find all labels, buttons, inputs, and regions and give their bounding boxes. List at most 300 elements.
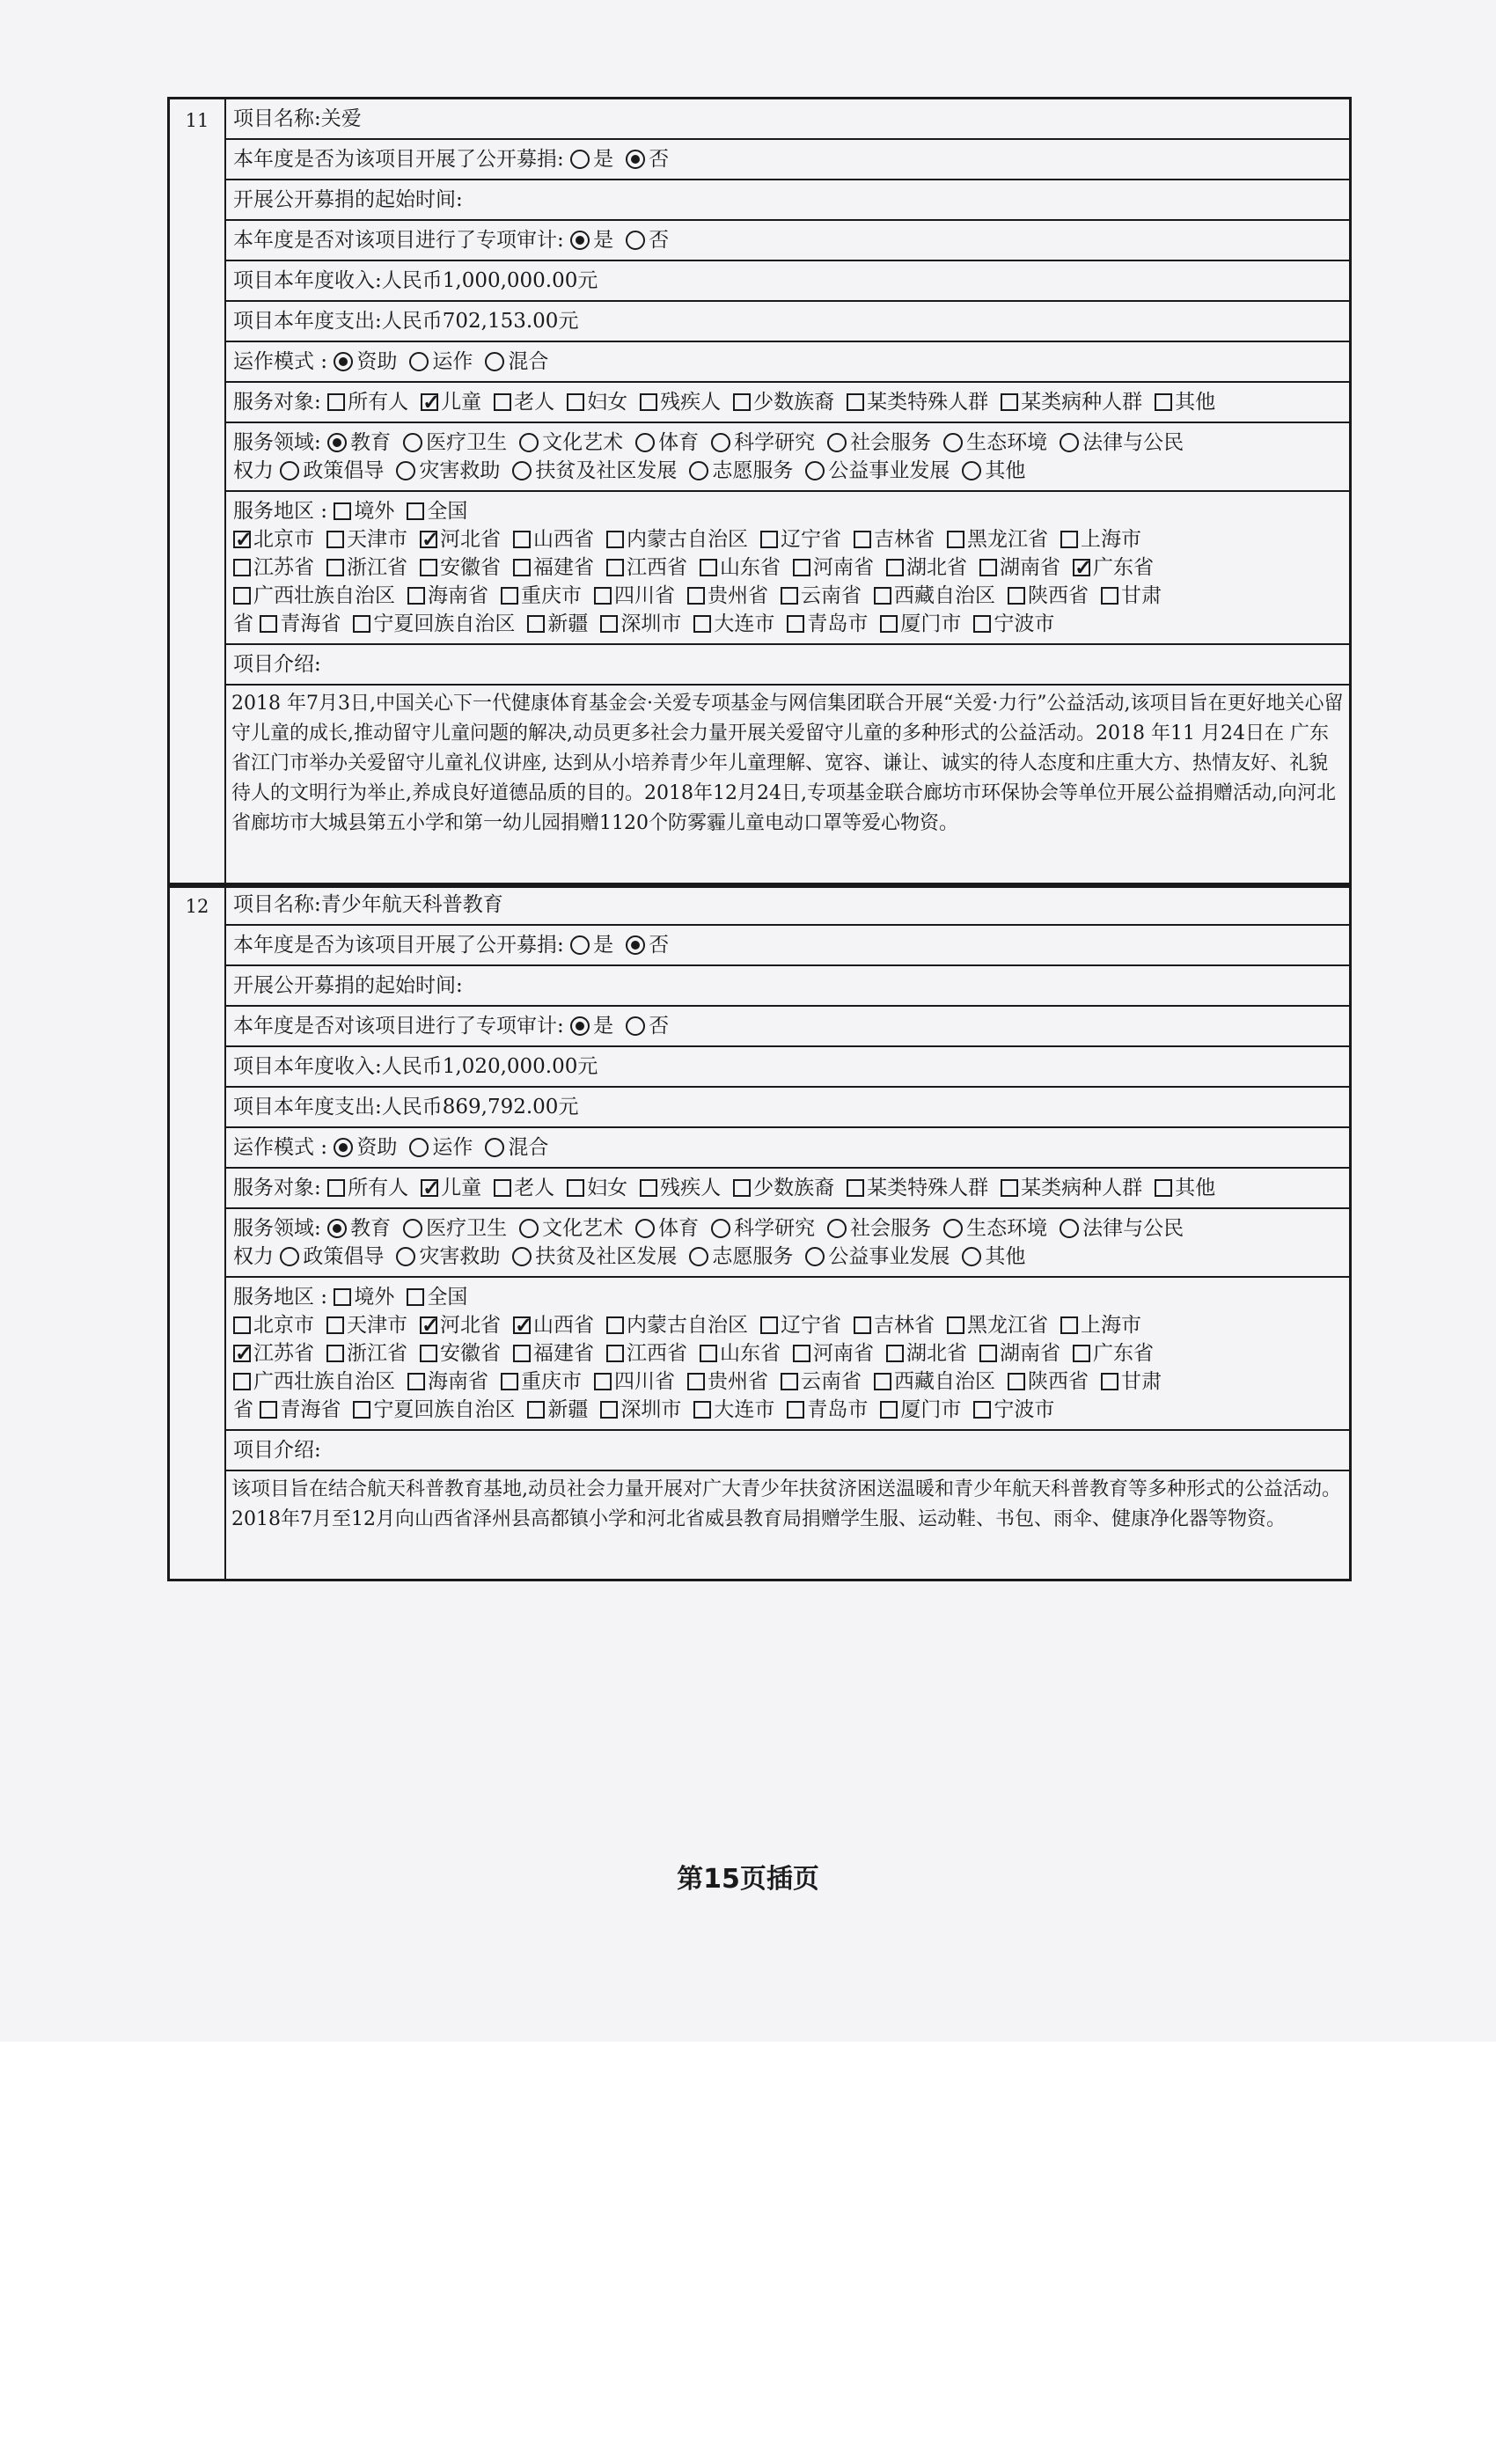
radio-option[interactable] [512,457,677,485]
checkbox-option[interactable] [527,610,588,638]
checkbox-icon[interactable] [606,1316,624,1334]
checkbox-option[interactable] [1008,1368,1089,1396]
option-label: 西藏自治区 [894,584,995,607]
checkbox-option[interactable] [326,1339,407,1368]
checkbox-icon[interactable] [947,531,964,548]
option-label: 文化艺术 [542,431,624,454]
radio-option[interactable] [519,429,623,457]
checkbox-option[interactable] [233,1339,314,1368]
checkbox-option[interactable] [687,582,768,610]
checkbox-icon[interactable] [421,1179,438,1197]
checkbox-icon[interactable] [326,531,344,548]
checkbox-icon[interactable] [326,1316,344,1334]
radio-option[interactable] [805,457,950,485]
checkbox-icon[interactable] [979,1345,997,1362]
checkbox-option[interactable] [847,1174,988,1202]
radio-option[interactable] [403,1214,507,1243]
radio-icon[interactable] [519,1219,539,1238]
radio-option[interactable] [485,1133,548,1162]
radio-option[interactable] [962,1243,1025,1271]
radio-option[interactable] [689,1243,793,1271]
radio-icon[interactable] [1060,433,1079,452]
radio-option[interactable] [327,1214,391,1243]
checkbox-icon[interactable] [781,587,798,605]
checkbox-icon[interactable] [567,1179,584,1197]
checkbox-option[interactable] [687,1368,768,1396]
checkbox-option[interactable] [407,1368,488,1396]
checkbox-icon[interactable] [847,1179,864,1197]
option-label: 扶贫及社区发展 [535,459,678,482]
checkbox-icon[interactable] [501,587,518,605]
checkbox-option[interactable] [1008,582,1089,610]
radio-option[interactable] [711,1214,815,1243]
expense-row [226,302,1349,342]
radio-icon[interactable] [689,1247,708,1266]
radio-icon[interactable] [519,433,539,452]
checkbox-option[interactable] [886,554,967,582]
checkbox-icon[interactable] [700,559,717,576]
checkbox-option[interactable] [567,1174,627,1202]
checkbox-icon[interactable] [1073,559,1090,576]
checkbox-option[interactable] [421,388,481,416]
radio-option-yes[interactable] [570,931,613,959]
checkbox-icon[interactable] [793,559,810,576]
radio-option[interactable] [334,1133,397,1162]
checkbox-option[interactable] [513,1311,594,1339]
option-label: 安徽省 [440,1342,501,1365]
checkbox-icon[interactable] [420,559,437,576]
checkbox-option[interactable] [979,554,1060,582]
checkbox-icon[interactable] [1001,1179,1018,1197]
radio-option[interactable] [1060,1214,1184,1243]
checkbox-option[interactable] [760,1311,841,1339]
checkbox-icon[interactable] [334,502,351,520]
option-label: 湖南省 [1000,556,1060,579]
checkbox-icon[interactable] [420,1345,437,1362]
checkbox-option[interactable] [353,610,515,638]
radio-icon[interactable] [962,1247,981,1266]
radio-icon[interactable] [626,231,645,250]
checkbox-icon[interactable] [947,1316,964,1334]
checkbox-icon[interactable] [600,1401,618,1419]
checkbox-icon[interactable] [1001,393,1018,411]
checkbox-icon[interactable] [260,615,277,633]
radio-icon[interactable] [327,433,347,452]
checkbox-option[interactable] [947,1311,1048,1339]
checkbox-icon[interactable] [420,531,437,548]
radio-option[interactable] [334,348,397,376]
radio-icon[interactable] [626,150,645,169]
checkbox-option[interactable] [700,554,781,582]
radio-option[interactable] [485,348,548,376]
radio-option[interactable] [409,348,473,376]
checkbox-option[interactable] [874,1368,995,1396]
radio-icon[interactable] [570,935,590,955]
option-label: 志愿服务 [712,459,794,482]
checkbox-option[interactable] [501,582,582,610]
start-time-label: 开展公开募捐的起始时间: [233,188,463,211]
radio-option[interactable] [396,1243,500,1271]
checkbox-option[interactable] [606,1339,687,1368]
checkbox-option[interactable] [326,554,407,582]
checkbox-option[interactable] [420,525,501,554]
option-label: 重庆市 [521,584,582,607]
checkbox-option[interactable] [421,1174,481,1202]
radio-icon[interactable] [280,1247,299,1266]
checkbox-icon[interactable] [494,1179,511,1197]
checkbox-icon[interactable] [600,615,618,633]
checkbox-option[interactable] [420,1339,501,1368]
checkbox-icon[interactable] [1008,1373,1025,1390]
checkbox-icon[interactable] [260,1401,277,1419]
checkbox-icon[interactable] [979,559,997,576]
checkbox-icon[interactable] [693,615,711,633]
checkbox-option[interactable] [1001,388,1142,416]
option-label: 河南省 [813,1342,874,1365]
radio-option[interactable] [409,1133,473,1162]
radio-icon[interactable] [403,1219,422,1238]
radio-option-yes[interactable] [570,226,613,254]
checkbox-option[interactable] [1060,525,1141,554]
checkbox-icon[interactable] [353,1401,370,1419]
radio-icon[interactable] [635,1219,655,1238]
checkbox-icon[interactable] [1101,587,1118,605]
checkbox-icon[interactable] [640,393,657,411]
radio-icon[interactable] [805,461,825,480]
checkbox-option[interactable] [693,610,774,638]
checkbox-icon[interactable] [327,1179,345,1197]
checkbox-option[interactable] [327,388,408,416]
checkbox-option[interactable] [700,1339,781,1368]
checkbox-option[interactable] [567,388,627,416]
checkbox-option[interactable] [640,388,721,416]
checkbox-option[interactable] [781,582,862,610]
checkbox-icon[interactable] [407,1288,424,1306]
checkbox-option[interactable] [407,582,488,610]
checkbox-icon[interactable] [233,1373,251,1390]
checkbox-option[interactable] [1073,554,1154,582]
radio-option[interactable] [280,1243,384,1271]
radio-option[interactable] [403,429,507,457]
checkbox-option[interactable] [407,497,467,525]
checkbox-icon[interactable] [1101,1373,1118,1390]
checkbox-icon[interactable] [326,1345,344,1362]
radio-icon[interactable] [711,1219,730,1238]
checkbox-option[interactable] [1155,1174,1215,1202]
checkbox-icon[interactable] [1155,1179,1172,1197]
checkbox-icon[interactable] [1073,1345,1090,1362]
checkbox-icon[interactable] [693,1401,711,1419]
checkbox-option[interactable] [979,1339,1060,1368]
checkbox-icon[interactable] [407,587,425,605]
checkbox-icon[interactable] [700,1345,717,1362]
checkbox-icon[interactable] [334,1288,351,1306]
checkbox-icon[interactable] [513,531,531,548]
checkbox-option[interactable] [1073,1339,1154,1368]
checkbox-icon[interactable] [886,559,904,576]
checkbox-icon[interactable] [513,1316,531,1334]
checkbox-option[interactable] [1001,1174,1142,1202]
checkbox-icon[interactable] [421,393,438,411]
checkbox-option[interactable] [327,1174,408,1202]
option-label: 宁波市 [994,612,1055,635]
radio-option[interactable] [635,429,699,457]
checkbox-icon[interactable] [233,531,251,548]
radio-option-no[interactable] [626,1012,669,1040]
checkbox-icon[interactable] [513,559,531,576]
region-wrap-text: 省 [233,612,253,635]
option-label: 山东省 [720,556,781,579]
checkbox-icon[interactable] [326,559,344,576]
checkbox-option[interactable] [513,554,594,582]
checkbox-icon[interactable] [1060,1316,1078,1334]
checkbox-option[interactable] [353,1396,515,1424]
checkbox-icon[interactable] [1155,393,1172,411]
checkbox-option[interactable] [787,1396,868,1424]
checkbox-icon[interactable] [793,1345,810,1362]
option-label: 深圳市 [620,612,682,635]
checkbox-icon[interactable] [787,1401,804,1419]
radio-icon[interactable] [396,461,415,480]
radio-icon[interactable] [711,433,730,452]
checkbox-option[interactable] [513,1339,594,1368]
radio-icon[interactable] [280,461,299,480]
radio-icon[interactable] [635,433,655,452]
radio-icon[interactable] [827,433,847,452]
checkbox-icon[interactable] [880,1401,898,1419]
checkbox-icon[interactable] [407,502,424,520]
radio-icon[interactable] [626,1016,645,1036]
radio-option[interactable] [711,429,815,457]
checkbox-option[interactable] [854,525,935,554]
option-label: 北京市 [253,1314,314,1337]
option-label: 黑龙江省 [967,528,1048,551]
checkbox-option[interactable] [1060,1311,1141,1339]
checkbox-icon[interactable] [606,559,624,576]
checkbox-option[interactable] [781,1368,862,1396]
checkbox-option[interactable] [600,610,681,638]
intro-label: 项目介绍: [233,1439,321,1462]
radio-icon[interactable] [570,231,590,250]
checkbox-option[interactable] [973,610,1054,638]
radio-option[interactable] [827,1214,931,1243]
radio-option[interactable] [635,1214,699,1243]
checkbox-option[interactable] [494,388,554,416]
checkbox-option[interactable] [233,1311,314,1339]
checkbox-icon[interactable] [1060,531,1078,548]
checkbox-option[interactable] [880,610,961,638]
checkbox-option[interactable] [793,554,874,582]
checkbox-icon[interactable] [407,1373,425,1390]
checkbox-icon[interactable] [527,615,545,633]
checkbox-option[interactable] [233,1368,395,1396]
checkbox-option[interactable] [640,1174,721,1202]
checkbox-icon[interactable] [874,1373,891,1390]
option-label: 贵州省 [708,1370,768,1393]
radio-icon[interactable] [827,1219,847,1238]
checkbox-option[interactable] [880,1396,961,1424]
radio-option[interactable] [962,457,1025,485]
checkbox-option[interactable] [527,1396,588,1424]
radio-icon[interactable] [409,1138,429,1157]
checkbox-option[interactable] [513,525,594,554]
radio-option[interactable] [943,1214,1047,1243]
radio-icon[interactable] [626,935,645,955]
radio-icon[interactable] [485,352,504,371]
radio-option-no[interactable] [626,226,669,254]
radio-option[interactable] [327,429,391,457]
checkbox-icon[interactable] [567,393,584,411]
checkbox-option[interactable] [326,525,407,554]
radio-option[interactable] [827,429,931,457]
option-label: 法律与公民 [1082,431,1184,454]
checkbox-icon[interactable] [847,393,864,411]
option-label: 江西省 [627,1342,687,1365]
checkbox-option[interactable] [334,1283,394,1311]
checkbox-option[interactable] [1101,582,1162,610]
checkbox-icon[interactable] [606,531,624,548]
checkbox-icon[interactable] [733,393,751,411]
checkbox-option[interactable] [501,1368,582,1396]
checkbox-option[interactable] [1101,1368,1162,1396]
option-label: 上海市 [1081,1314,1141,1337]
radio-icon[interactable] [943,1219,963,1238]
checkbox-option[interactable] [733,388,834,416]
radio-icon[interactable] [403,433,422,452]
radio-option-no[interactable] [626,931,669,959]
checkbox-option[interactable] [233,554,314,582]
radio-option[interactable] [519,1214,623,1243]
checkbox-icon[interactable] [233,587,251,605]
radio-icon[interactable] [396,1247,415,1266]
checkbox-icon[interactable] [527,1401,545,1419]
checkbox-icon[interactable] [640,1179,657,1197]
option-label: 吉林省 [874,1314,935,1337]
checkbox-icon[interactable] [687,1373,705,1390]
checkbox-icon[interactable] [513,1345,531,1362]
checkbox-option[interactable] [787,610,868,638]
radio-icon[interactable] [962,461,981,480]
checkbox-icon[interactable] [973,1401,991,1419]
checkbox-option[interactable] [733,1174,834,1202]
radio-icon[interactable] [689,461,708,480]
fields-label: 服务领域: [233,1217,321,1240]
checkbox-icon[interactable] [353,615,370,633]
checkbox-option[interactable] [973,1396,1054,1424]
checkbox-icon[interactable] [854,531,871,548]
checkbox-icon[interactable] [886,1345,904,1362]
radio-icon[interactable] [943,433,963,452]
checkbox-option[interactable] [854,1311,935,1339]
radio-icon[interactable] [1060,1219,1079,1238]
checkbox-icon[interactable] [973,615,991,633]
checkbox-icon[interactable] [854,1316,871,1334]
checkbox-icon[interactable] [501,1373,518,1390]
checkbox-option[interactable] [606,554,687,582]
checkbox-icon[interactable] [687,587,705,605]
checkbox-icon[interactable] [594,587,612,605]
checkbox-option[interactable] [606,1311,748,1339]
checkbox-option[interactable] [407,1283,467,1311]
radio-icon[interactable] [570,1016,590,1036]
checkbox-icon[interactable] [594,1373,612,1390]
radio-icon[interactable] [334,352,353,371]
radio-icon[interactable] [512,1247,532,1266]
radio-icon[interactable] [512,461,532,480]
checkbox-option[interactable] [233,525,314,554]
checkbox-icon[interactable] [787,615,804,633]
checkbox-icon[interactable] [874,587,891,605]
checkbox-icon[interactable] [781,1373,798,1390]
radio-option-no[interactable] [626,145,669,173]
checkbox-option[interactable] [1155,388,1215,416]
radio-option[interactable] [689,457,793,485]
checkbox-option[interactable] [874,582,995,610]
checkbox-option[interactable] [760,525,841,554]
checkbox-icon[interactable] [233,559,251,576]
checkbox-option[interactable] [494,1174,554,1202]
radio-icon[interactable] [570,150,590,169]
radio-icon[interactable] [485,1138,504,1157]
radio-option-yes[interactable] [570,145,613,173]
checkbox-icon[interactable] [233,1316,251,1334]
option-label: 是 [593,934,614,957]
checkbox-icon[interactable] [760,1316,778,1334]
checkbox-option[interactable] [793,1339,874,1368]
checkbox-option[interactable] [420,554,501,582]
checkbox-option[interactable] [420,1311,501,1339]
option-label: 江苏省 [253,556,314,579]
option-label: 安徽省 [440,556,501,579]
checkbox-option[interactable] [594,582,675,610]
radio-icon[interactable] [334,1138,353,1157]
radio-icon[interactable] [327,1219,347,1238]
radio-icon[interactable] [805,1247,825,1266]
checkbox-icon[interactable] [420,1316,437,1334]
radio-option[interactable] [512,1243,677,1271]
checkbox-icon[interactable] [733,1179,751,1197]
radio-option[interactable] [396,457,500,485]
checkbox-option[interactable] [334,497,394,525]
checkbox-icon[interactable] [494,393,511,411]
checkbox-icon[interactable] [880,615,898,633]
checkbox-icon[interactable] [233,1345,251,1362]
radio-option[interactable] [943,429,1047,457]
checkbox-option[interactable] [847,388,988,416]
checkbox-option[interactable] [233,582,395,610]
checkbox-option[interactable] [594,1368,675,1396]
checkbox-option[interactable] [326,1311,407,1339]
fields-row [226,423,1349,492]
checkbox-option[interactable] [260,610,341,638]
checkbox-icon[interactable] [327,393,345,411]
checkbox-icon[interactable] [1008,587,1025,605]
radio-option[interactable] [280,457,384,485]
checkbox-option[interactable] [260,1396,341,1424]
radio-option-yes[interactable] [570,1012,613,1040]
checkbox-icon[interactable] [760,531,778,548]
checkbox-option[interactable] [947,525,1048,554]
radio-option[interactable] [1060,429,1184,457]
checkbox-option[interactable] [693,1396,774,1424]
radio-icon[interactable] [409,352,429,371]
checkbox-icon[interactable] [606,1345,624,1362]
intro-text: 该项目旨在结合航天科普教育基地,动员社会力量开展对广大青少年扶贫济困送温暖和青少年航天科普教育等多种形式的公益活动。2018年7月至12月向山西省泽州县高都镇小学和河北省威县教育局捐赠学生服、运动鞋、书包、雨伞、健康净化器等物资。 [231,1478,1341,1530]
checkbox-option[interactable] [600,1396,681,1424]
radio-option[interactable] [805,1243,950,1271]
checkbox-option[interactable] [886,1339,967,1368]
checkbox-option[interactable] [606,525,748,554]
